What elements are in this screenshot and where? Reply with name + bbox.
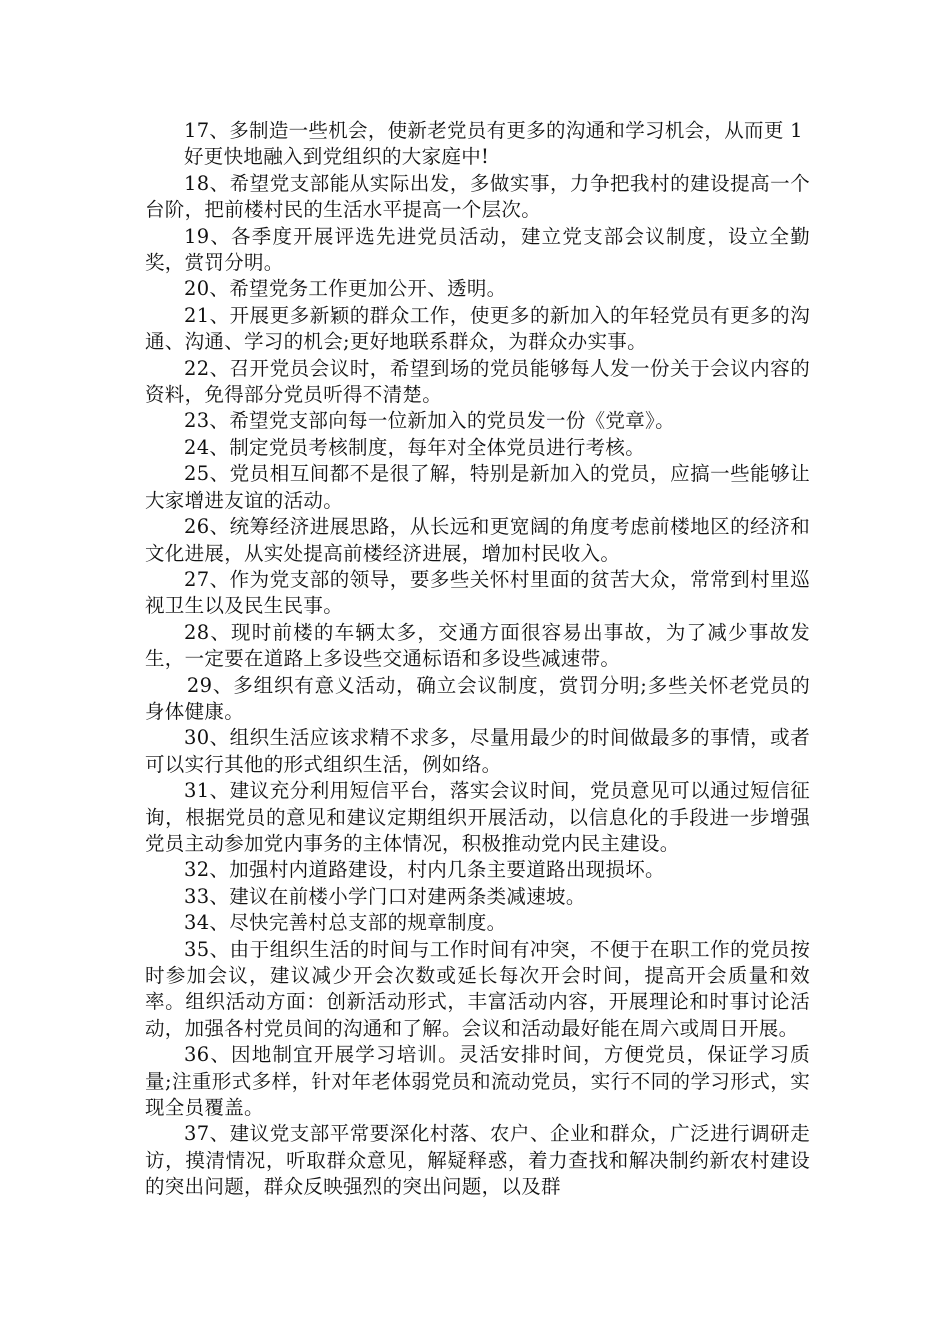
paragraph-28: 28、现时前楼的车辆太多，交通方面很容易出事故，为了减少事故发生，一定要在道路上多设些交通标语和多设些减速带。 — [145, 620, 810, 671]
paragraph-31: 31、建议充分利用短信平台，落实会议时间，党员意见可以通过短信征询，根据党员的意见和建议定期组织开展活动，以信息化的手段进一步增强党员主动参加党内事务的主体情况，积极推动党内民主建设。 — [145, 779, 810, 855]
paragraph-20: 20、希望党务工作更加公开、透明。 — [184, 277, 507, 301]
paragraph-36: 36、因地制宜开展学习培训。灵活安排时间，方便党员，保证学习质量;注重形式多样，针对年老体弱党员和流动党员，实行不同的学习形式，实现全员覆盖。 — [145, 1043, 810, 1120]
paragraph-17-continued: 好更快地融入到党组织的大家庭中! — [184, 145, 490, 169]
paragraph-25: 25、党员相互间都不是很了解，特别是新加入的党员，应搞一些能够让大家增进友谊的活动。 — [145, 462, 810, 512]
paragraph-37: 37、建议党支部平常要深化村落、农户、企业和群众，广泛进行调研走访，摸清情况，听取群众意见，解疑释惑，着力查找和解决制约新农村建设的突出问题，群众反映强烈的突出问题，以及群 — [145, 1122, 810, 1199]
document-body — [145, 118, 810, 1201]
paragraph-18: 18、希望党支部能从实际出发，多做实事，力争把我村的建设提高一个台阶，把前楼村民的生活水平提高一个层次。 — [145, 171, 810, 222]
paragraph-27: 27、作为党支部的领导，要多些关怀村里面的贫苦大众，常常到村里巡视卫生以及民生民事。 — [145, 567, 810, 618]
paragraph-26: 26、统筹经济进展思路，从长远和更宽阔的角度考虑前楼地区的经济和文化进展，从实处提高前楼经济进展，增加村民收入。 — [145, 515, 810, 565]
paragraph-17: 17、多制造一些机会，使新老党员有更多的沟通和学习机会，从而更 1 — [184, 119, 803, 142]
paragraph-33: 33、建议在前楼小学门口对建两条类减速坡。 — [184, 884, 586, 908]
paragraph-35: 35、由于组织生活的时间与工作时间有冲突，不便于在职工作的党员按时参加会议，建议减少开会次数或延长每次开会时间，提高开会质量和效率。组织活动方面：创新活动形式，丰富活动内容，开展理论和时事讨论活动，加强各村党员间的沟通和了解。会议和活动最好能在周六或周日开展。 — [145, 937, 810, 1040]
paragraph-29: 29、多组织有意义活动，确立会议制度，赏罚分明;多些关怀老党员的身体健康。 — [145, 673, 810, 723]
paragraph-22: 22、召开党员会议时，希望到场的党员能够每人发一份关于会议内容的资料，免得部分党员听得不清楚。 — [145, 356, 810, 407]
paragraph-23: 23、希望党支部向每一位新加入的党员发一份《党章》。 — [184, 409, 675, 433]
paragraph-21: 21、开展更多新颖的群众工作，使更多的新加入的年轻党员有更多的沟通、沟通、学习的机会;更好地联系群众，为群众办实事。 — [145, 303, 810, 354]
paragraph-32: 32、加强村内道路建设，村内几条主要道路出现损坏。 — [184, 858, 665, 882]
paragraph-19: 19、各季度开展评选先进党员活动，建立党支部会议制度，设立全勤奖，赏罚分明。 — [145, 224, 810, 275]
paragraph-34: 34、尽快完善村总支部的规章制度。 — [184, 911, 507, 935]
paragraph-24: 24、制定党员考核制度，每年对全体党员进行考核。 — [184, 435, 646, 459]
paragraph-30: 30、组织生活应该求精不求多，尽量用最少的时间做最多的事情，或者可以实行其他的形式组织生活，例如络。 — [145, 726, 810, 776]
